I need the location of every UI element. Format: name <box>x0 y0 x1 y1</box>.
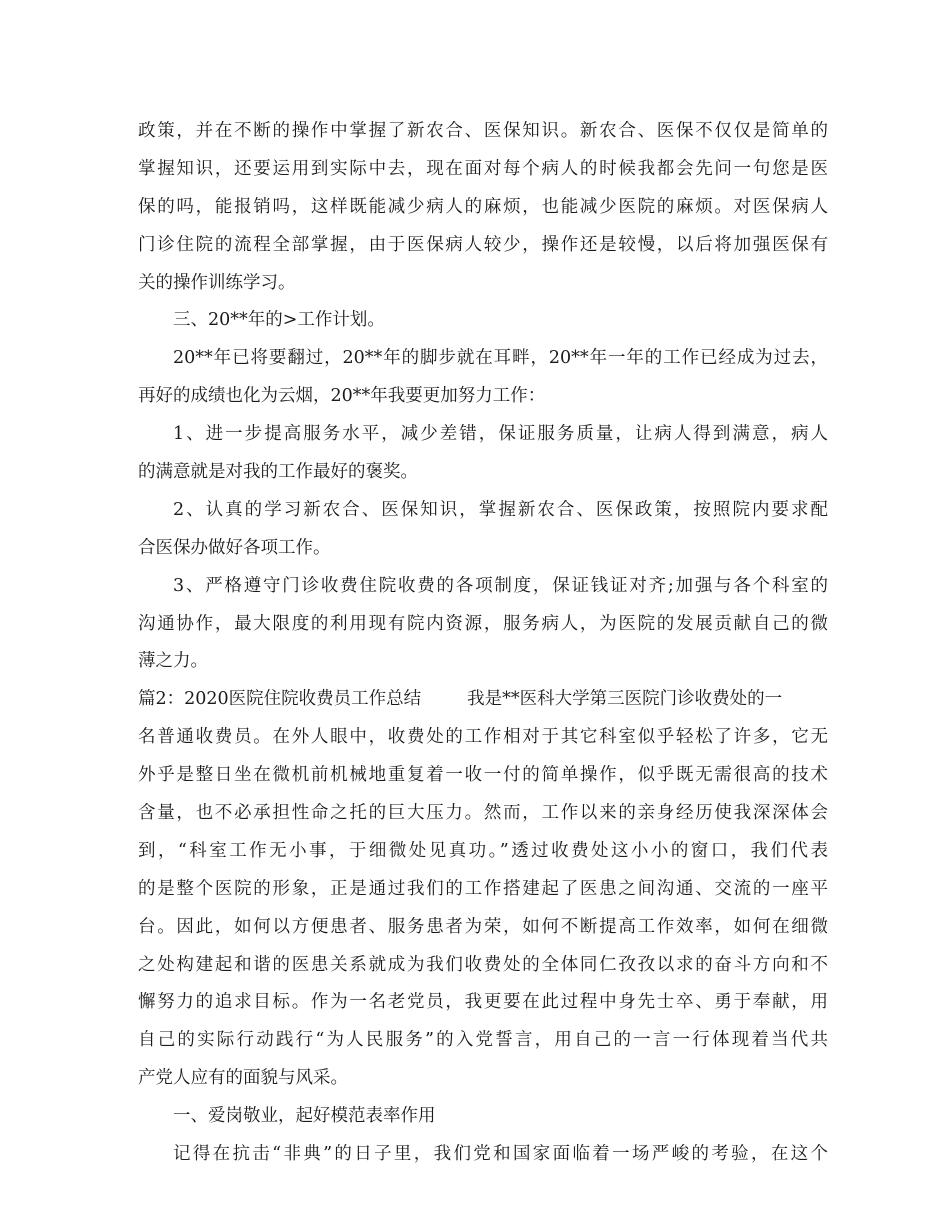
text-span: 懈努力的追求目标。作为一名老党员，我更要在此过程中身先士卒、勇于奉献，用 <box>138 992 828 1013</box>
text-span: 保的吗，能报销吗，这样既能减少病人的麻烦，也能减少医院的麻烦。对医保病人 <box>138 196 828 217</box>
text-span: 一、爱岗敬业，起好模范表率作用 <box>173 1106 436 1127</box>
text-span: 门诊住院的流程全部掌握，由于医保病人较少，操作还是较慢，以后将加强医保有 <box>138 234 828 255</box>
text-line <box>138 568 828 606</box>
text-span: 2、认真的学习新农合、医保知识，掌握新农合、医保政策，按照院内要求配 <box>173 499 828 520</box>
text-line <box>138 454 828 492</box>
text-span: 政策，并在不断的操作中掌握了新农合、医保知识。新农合、医保不仅仅是简单的 <box>138 121 828 141</box>
text-span: 合医保办做好各项工作。 <box>138 537 331 558</box>
text-span: 产党人应有的面貌与风采。 <box>138 1068 348 1089</box>
text-line <box>138 1060 828 1098</box>
section-heading: 篇2：2020医院住院收费员工作总结 <box>138 689 422 710</box>
text-span: 记得在抗击“非典”的日子里，我们党和国家面临着一场严峻的考验，在这个 <box>173 1144 828 1165</box>
text-span: 20**年已将要翻过，20**年的脚步就在耳畔，20**年一年的工作已经成为过去， <box>173 348 828 369</box>
text-line <box>138 719 828 757</box>
text-span: 沟通协作，最大限度的利用现有院内资源，服务病人，为医院的发展贡献自己的微 <box>138 613 828 634</box>
document-body <box>138 113 828 1174</box>
text-line <box>138 1022 828 1060</box>
text-line <box>138 530 828 568</box>
text-line <box>138 227 828 265</box>
text-line <box>138 151 828 189</box>
text-line <box>138 757 828 795</box>
text-line <box>138 606 828 644</box>
text-line <box>138 909 828 947</box>
text-line <box>138 833 828 871</box>
text-line <box>138 681 828 719</box>
text-span: 外乎是整日坐在微机前机械地重复着一收一付的简单操作，似乎既无需很高的技术 <box>138 765 828 786</box>
text-span: 3、严格遵守门诊收费住院收费的各项制度，保证钱证对齐;加强与各个科室的 <box>173 575 828 596</box>
text-line <box>138 416 828 454</box>
text-span: 名普通收费员。在外人眼中，收费处的工作相对于其它科室似乎轻松了许多，它无 <box>138 727 828 748</box>
text-span: 我是**医科大学第三医院门诊收费处的一 <box>467 689 783 710</box>
text-line <box>138 340 828 378</box>
text-span: 的满意就是对我的工作最好的褒奖。 <box>138 462 418 483</box>
text-span: 到，“科室工作无小事，于细微处见真功。”透过收费处这小小的窗口，我们代表 <box>138 840 828 861</box>
text-span: 1、进一步提高服务水平，减少差错，保证服务质量，让病人得到满意，病人 <box>173 424 828 445</box>
text-span: 关的操作训练学习。 <box>138 272 296 293</box>
text-span: 含量，也不必承担性命之托的巨大压力。然而，工作以来的亲身经历使我深深体会 <box>138 803 828 824</box>
text-span: 三、20**年的>工作计划。 <box>173 310 385 331</box>
text-line <box>138 378 828 416</box>
text-span: 台。因此，如何以方便患者、服务患者为荣，如何不断提高工作效率，如何在细微 <box>138 916 828 937</box>
text-line <box>138 302 828 340</box>
text-span: 再好的成绩也化为云烟，20**年我要更加努力工作： <box>138 386 546 407</box>
text-span: 的是整个医院的形象，正是通过我们的工作搭建起了医患之间沟通、交流的一座平 <box>138 878 828 899</box>
text-line <box>138 984 828 1022</box>
text-span: 自己的实际行动践行“为人民服务”的入党誓言，用自己的一言一行体现着当代共 <box>138 1030 828 1051</box>
text-line <box>138 947 828 985</box>
text-line <box>138 1098 828 1136</box>
text-line <box>138 1136 828 1174</box>
text-span: 薄之力。 <box>138 651 208 672</box>
text-line <box>138 795 828 833</box>
text-span: 掌握知识，还要运用到实际中去，现在面对每个病人的时候我都会先问一句您是医 <box>138 158 828 179</box>
text-line <box>138 492 828 530</box>
text-line <box>138 265 828 303</box>
text-line <box>138 871 828 909</box>
text-line <box>138 189 828 227</box>
text-line <box>138 113 828 151</box>
text-span: 之处构建起和谐的医患关系就成为我们收费处的全体同仁孜孜以求的奋斗方向和不 <box>138 954 828 975</box>
text-line <box>138 643 828 681</box>
